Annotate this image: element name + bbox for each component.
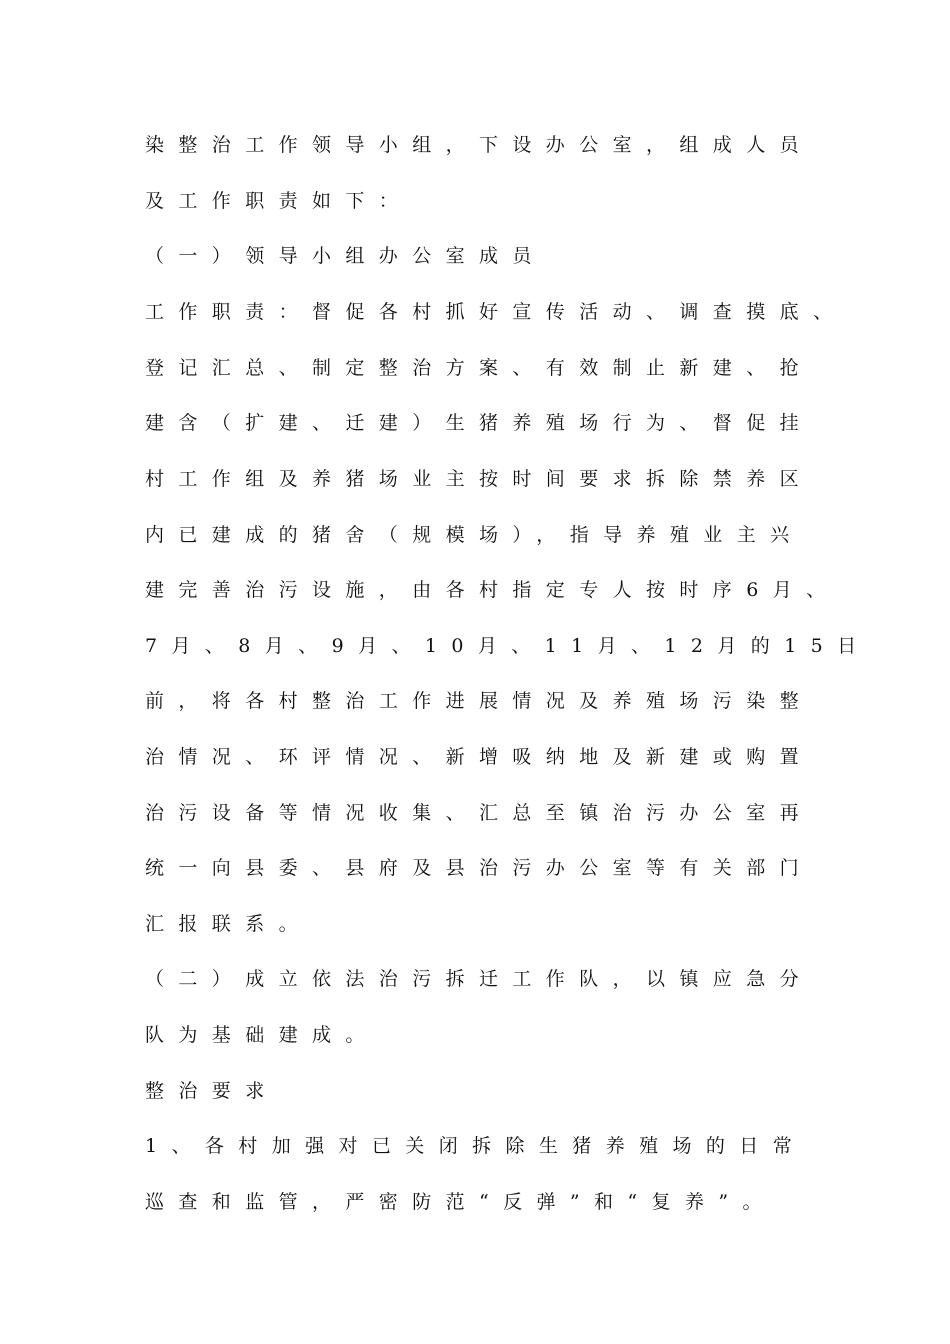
section-heading: （一）领导小组办公室成员	[145, 245, 546, 267]
text-line: 登记汇总、制定整治方案、有效制止新建、抢	[145, 357, 814, 379]
text-line: 巡查和监管，严密防范“反弹”和“复养”。	[145, 1191, 776, 1213]
text-line: 前，将各村整治工作进展情况及养殖场污染整	[145, 690, 814, 712]
text-line: 7月、8月、9月、10月、11月、12月的15日	[145, 635, 871, 657]
text-line: 治情况、环评情况、新增吸纳地及新建或购置	[145, 746, 814, 768]
text-line: 及工作职责如下：	[145, 190, 413, 212]
text-line: 建完善治污设施，由各村指定专人按时序6月、	[145, 579, 840, 601]
section-heading: （二）成立依法治污拆迁工作队，以镇应急分	[145, 968, 814, 990]
text-line: 统一向县委、县府及县治污办公室等有关部门	[145, 857, 814, 879]
text-line: 1、各村加强对已关闭拆除生猪养殖场的日常	[145, 1135, 807, 1157]
text-line: 染整治工作领导小组，下设办公室，组成人员	[145, 134, 814, 156]
text-line: 内已建成的猪舍（规模场），指导养殖业主兴	[145, 524, 804, 546]
text-line: 队为基础建成。	[145, 1024, 379, 1046]
text-line: 汇报联系。	[145, 913, 313, 935]
section-heading: 整治要求	[145, 1080, 279, 1102]
text-line: 治污设备等情况收集、汇总至镇治污办公室再	[145, 802, 814, 824]
text-line: 工作职责：督促各村抓好宣传活动、调查摸底、	[145, 301, 847, 323]
text-line: 建含（扩建、迁建）生猪养殖场行为、督促挂	[145, 412, 814, 434]
text-line: 村工作组及养猪场业主按时间要求拆除禁养区	[145, 468, 814, 490]
